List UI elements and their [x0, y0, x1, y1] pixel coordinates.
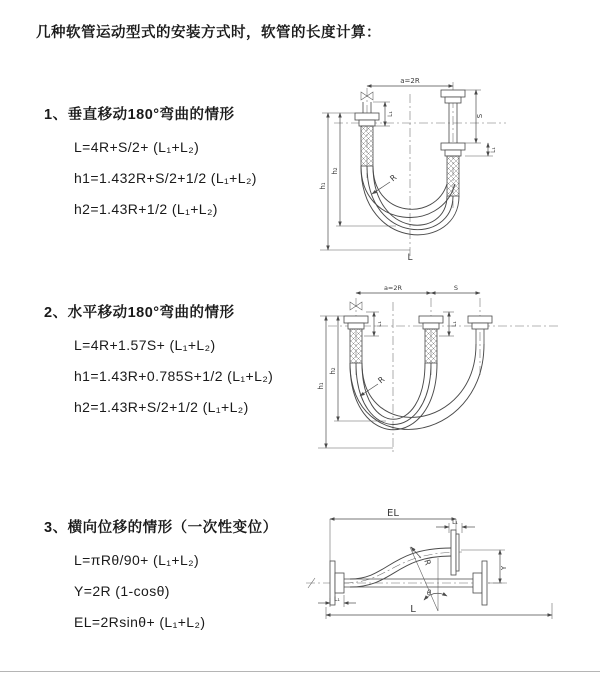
- section-vertical-move: [44, 103, 257, 217]
- right-flange-original: [473, 561, 487, 605]
- formula-h1-1: h1=1.432R+S/2+1/2 (L₁+L₂): [74, 170, 257, 186]
- l1-label: L₁: [490, 147, 497, 153]
- l1-label: L₁: [334, 596, 340, 603]
- diagram-lateral-displacement: [298, 503, 600, 651]
- section-2-heading: 2、水平移动180°弯曲的情形: [44, 305, 235, 321]
- page-title: 几种软管运动型式的安装方式时，软管的长度计算：: [36, 25, 381, 41]
- length-label: L: [407, 253, 413, 262]
- stroke-dimension: [465, 90, 484, 143]
- stroke-label: S: [476, 113, 484, 119]
- upper-flange-displaced: [451, 530, 459, 575]
- left-pipe-end: [344, 316, 368, 363]
- formula-EL-3: EL=2Rsinθ+ (L₁+L₂): [74, 614, 206, 630]
- formula-Y-3: Y=2R (1-cosθ): [74, 583, 170, 599]
- span-dimension: [367, 77, 453, 86]
- stroke-dimension: [431, 284, 480, 293]
- formula-h1-2: h1=1.43R+0.785S+1/2 (L₁+L₂): [74, 368, 274, 384]
- hose-u-curves: [350, 344, 484, 430]
- formula-L-2: L=4R+1.57S+ (L₁+L₂): [74, 337, 216, 353]
- diagram-vertical-move-180-bend: [306, 66, 596, 262]
- stroke-label: S: [453, 284, 459, 292]
- l1-label: L₁: [451, 321, 458, 327]
- theta-label: θ: [426, 589, 432, 597]
- radius-label: R: [422, 558, 433, 567]
- formula-L-3: L=πRθ/90+ (L₁+L₂): [74, 552, 200, 568]
- radius-label: R: [376, 374, 387, 386]
- middle-pipe-end: [419, 316, 443, 363]
- h2-label: h₂: [329, 367, 337, 375]
- l1-label: L₁: [387, 111, 394, 117]
- h2-label: h₂: [331, 167, 339, 175]
- section-1-heading: 1、垂直移动180°弯曲的情形: [44, 107, 235, 123]
- length-label: L: [410, 604, 416, 615]
- diagram-horizontal-move-180-bend: [306, 276, 596, 462]
- length-dimension: [326, 603, 552, 619]
- formula-h2-2: h2=1.43R+S/2+1/2 (L₁+L₂): [74, 399, 249, 415]
- l1-label: L₁: [376, 321, 383, 327]
- l1-label: L₁: [452, 519, 458, 526]
- y-label: Y: [500, 565, 508, 571]
- page-edge: [0, 671, 600, 672]
- h1-label: h₁: [319, 182, 327, 190]
- span-label: a=2R: [383, 284, 403, 292]
- radius-label: R: [388, 172, 399, 184]
- l1-dimension-left: [318, 595, 356, 607]
- formula-L-1: L=4R+S/2+ (L₁+L₂): [74, 139, 200, 155]
- h1-label: h₁: [317, 382, 325, 390]
- section-3-heading: 3、横向位移的情形（一次性变位）: [44, 520, 278, 536]
- span-dimension: [356, 284, 431, 293]
- span-label: a=2R: [400, 77, 420, 85]
- el-label: EL: [387, 508, 399, 519]
- l1-dimension-right: [465, 143, 497, 156]
- section-lateral-displacement: [44, 516, 278, 630]
- el-dimension: [330, 508, 456, 561]
- section-horizontal-move: [44, 301, 273, 415]
- formula-h2-1: h2=1.43R+1/2 (L₁+L₂): [74, 201, 218, 217]
